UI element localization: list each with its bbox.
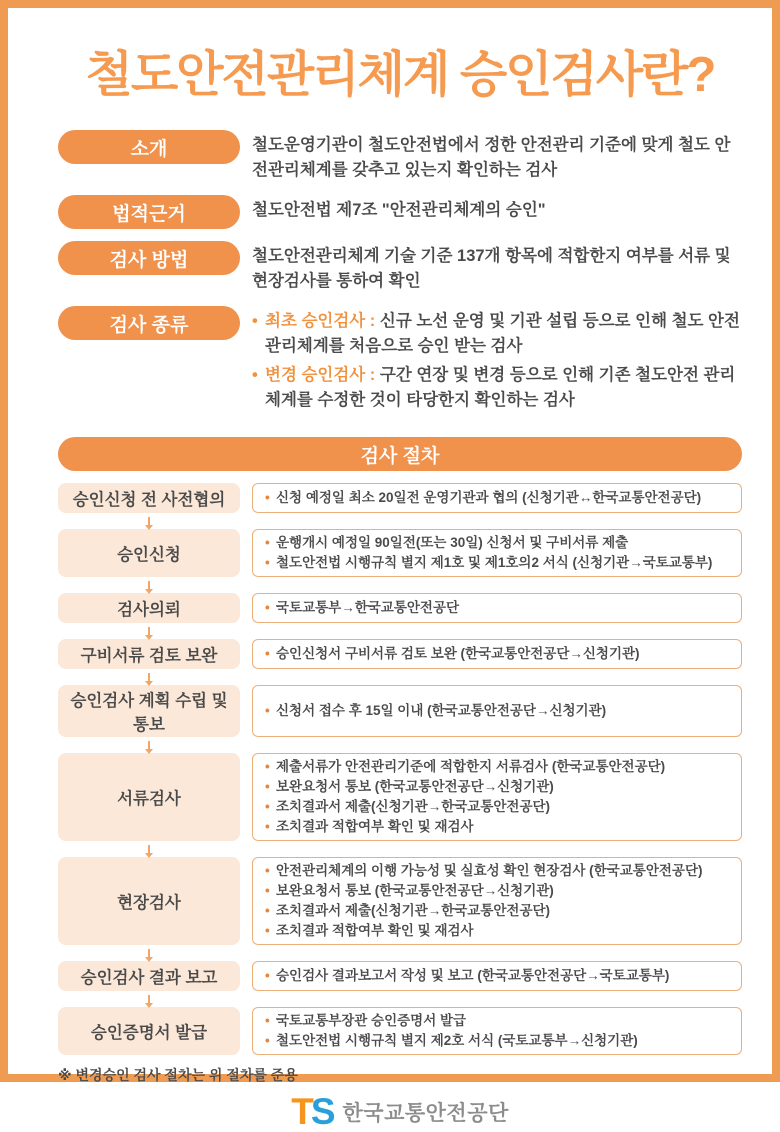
flow-arrow-cell: [58, 949, 240, 957]
procedure-badge: 검사 절차: [58, 437, 742, 471]
intro-text: 철도운영기관이 철도안전법에서 정한 안전관리 기준에 맞게 철도 안전관리체계를 갖추고 있는지 확인하는 검사: [252, 136, 731, 179]
legal-basis-badge: 법적근거: [58, 195, 240, 229]
flow-step-detail: • 승인신청서 구비서류 검토 보완 (한국교통안전공단→신청기관): [265, 644, 640, 664]
poster-content: [8, 8, 772, 1130]
flow-step-detail-list: [265, 644, 640, 664]
ts-logo: [291, 1093, 332, 1130]
flow-step-label: 승인검사 결과 보고: [58, 961, 240, 991]
flow-step-details: [252, 593, 742, 623]
flow-step-detail: • 조치결과서 제출(신청기관→한국교통안전공단): [265, 901, 702, 921]
flow-step-detail: • 국토교통부장관 승인증명서 발급: [265, 1011, 638, 1031]
info-row-types: [58, 306, 742, 417]
flow-step-label: 현장검사: [58, 857, 240, 945]
flow-arrow-row: [58, 945, 742, 961]
flow-step-row: [58, 685, 742, 737]
method-text: 철도안전관리체계 기술 기준 137개 항목에 적합한지 여부를 서류 및 현장검사를 통하여 확인: [252, 247, 731, 290]
flow-arrow-cell: [58, 741, 240, 749]
flow-arrow-cell: [58, 517, 240, 525]
flow-step-detail: • 국토교통부→한국교통안전공단: [265, 598, 459, 618]
intro-badge: 소개: [58, 130, 240, 164]
flow-arrow-row: [58, 991, 742, 1007]
down-arrow-icon: [148, 741, 150, 749]
flow-step-detail-list: [265, 757, 665, 837]
flow-step-detail: • 보완요청서 통보 (한국교통안전공단→신청기관): [265, 881, 702, 901]
down-arrow-icon: [148, 845, 150, 853]
down-arrow-icon: [148, 995, 150, 1003]
flow-step-label: 구비서류 검토 보완: [58, 639, 240, 669]
flow-step-label: 승인증명서 발급: [58, 1007, 240, 1055]
info-row-intro: [58, 130, 742, 183]
flow-arrow-row: [58, 669, 742, 685]
inspection-type-list: [252, 309, 742, 417]
flow-step-row: [58, 529, 742, 577]
flow-step-row: [58, 483, 742, 513]
flow-step-detail-list: [265, 861, 702, 941]
flow-arrow-row: [58, 577, 742, 593]
flow-step-details: [252, 857, 742, 945]
inspection-type-change-label: 변경 승인검사 :: [265, 366, 376, 384]
info-row-legal-basis: [58, 195, 742, 229]
flow-step-row: [58, 753, 742, 841]
inspection-type-initial-label: 최초 승인검사 :: [265, 312, 376, 330]
page-title: 철도안전관리체계 승인검사란?: [85, 48, 715, 102]
flow-step-detail-list: [265, 966, 669, 986]
flow-step-row: [58, 857, 742, 945]
inspection-type-initial: [252, 309, 742, 359]
flow-arrow-cell: [58, 673, 240, 681]
inspection-type-change: [252, 363, 742, 413]
flow-step-detail: • 철도안전법 시행규칙 별지 제2호 서식 (국토교통부→신청기관): [265, 1031, 638, 1051]
flow-arrow-row: [58, 513, 742, 529]
down-arrow-icon: [148, 517, 150, 525]
flow-arrow-row: [58, 737, 742, 753]
flow-step-details: [252, 639, 742, 669]
organization-name: 한국교통안전공단: [342, 1101, 509, 1125]
flow-step-detail-list: [265, 1011, 638, 1051]
flow-step-label: 승인검사 계획 수립 및 통보: [58, 685, 240, 737]
flow-step-detail: • 보완요청서 통보 (한국교통안전공단→신청기관): [265, 777, 665, 797]
flow-step-details: [252, 483, 742, 513]
flow-step-detail-list: [265, 488, 701, 508]
procedure-header: [58, 437, 742, 471]
flow-step-details: [252, 753, 742, 841]
footnote: ※ 변경승인 검사 절차는 위 절차를 준용: [58, 1067, 298, 1083]
flow-step-detail: • 조치결과 적합여부 확인 및 재검사: [265, 817, 665, 837]
flow-arrow-cell: [58, 995, 240, 1003]
ts-logo-s: S: [310, 1091, 333, 1132]
procedure-flow: [58, 483, 742, 1055]
flow-step-label: 승인신청 전 사전협의: [58, 483, 240, 513]
flow-step-details: [252, 1007, 742, 1055]
flow-step-row: [58, 1007, 742, 1055]
flow-step-label: 서류검사: [58, 753, 240, 841]
flow-step-detail: • 조치결과서 제출(신청기관→한국교통안전공단): [265, 797, 665, 817]
flow-step-detail: • 조치결과 적합여부 확인 및 재검사: [265, 921, 702, 941]
flow-arrow-row: [58, 623, 742, 639]
down-arrow-icon: [148, 627, 150, 635]
flow-step-row: [58, 961, 742, 991]
flow-arrow-cell: [58, 627, 240, 635]
flow-step-detail: • 신청 예정일 최소 20일전 운영기관과 협의 (신청기관↔한국교통안전공단): [265, 488, 701, 508]
flow-step-label: 검사의뢰: [58, 593, 240, 623]
flow-step-detail: • 승인검사 결과보고서 작성 및 보고 (한국교통안전공단→국토교통부): [265, 966, 669, 986]
info-row-method: [58, 241, 742, 294]
flow-step-details: [252, 685, 742, 737]
method-badge: 검사 방법: [58, 241, 240, 275]
flow-step-details: [252, 961, 742, 991]
flow-step-detail: • 신청서 접수 후 15일 이내 (한국교통안전공단→신청기관): [265, 701, 606, 721]
inspection-type-change-desc: 구간 연장 및 변경 등으로 인해 기존 철도안전 관리체계를 수정한 것이 타당한지 확인하는 검사: [265, 366, 736, 409]
flow-step-detail-list: [265, 533, 712, 573]
flow-step-row: [58, 593, 742, 623]
legal-basis-text: 철도안전법 제7조 "안전관리체계의 승인": [252, 201, 546, 219]
flow-step-label: 승인신청: [58, 529, 240, 577]
flow-step-detail: • 안전관리체계의 이행 가능성 및 실효성 확인 현장검사 (한국교통안전공단): [265, 861, 702, 881]
flow-step-details: [252, 529, 742, 577]
flow-arrow-row: [58, 841, 742, 857]
footer: [58, 1093, 742, 1130]
types-badge: 검사 종류: [58, 306, 240, 340]
flow-arrow-cell: [58, 581, 240, 589]
flow-step-detail: • 운행개시 예정일 90일전(또는 30일) 신청서 및 구비서류 제출: [265, 533, 712, 553]
down-arrow-icon: [148, 581, 150, 589]
flow-step-detail-list: [265, 701, 606, 721]
down-arrow-icon: [148, 949, 150, 957]
flow-step-row: [58, 639, 742, 669]
flow-step-detail: • 제출서류가 안전관리기준에 적합한지 서류검사 (한국교통안전공단): [265, 757, 665, 777]
down-arrow-icon: [148, 673, 150, 681]
flow-step-detail-list: [265, 598, 459, 618]
ts-logo-t: T: [291, 1091, 311, 1132]
inspection-type-initial-desc: 신규 노선 운영 및 기관 설립 등으로 인해 철도 안전관리체계를 처음으로 승인 받는 검사: [265, 312, 740, 355]
flow-arrow-cell: [58, 845, 240, 853]
flow-step-detail: • 철도안전법 시행규칙 별지 제1호 및 제1호의2 서식 (신청기관→국토교통부): [265, 553, 712, 573]
